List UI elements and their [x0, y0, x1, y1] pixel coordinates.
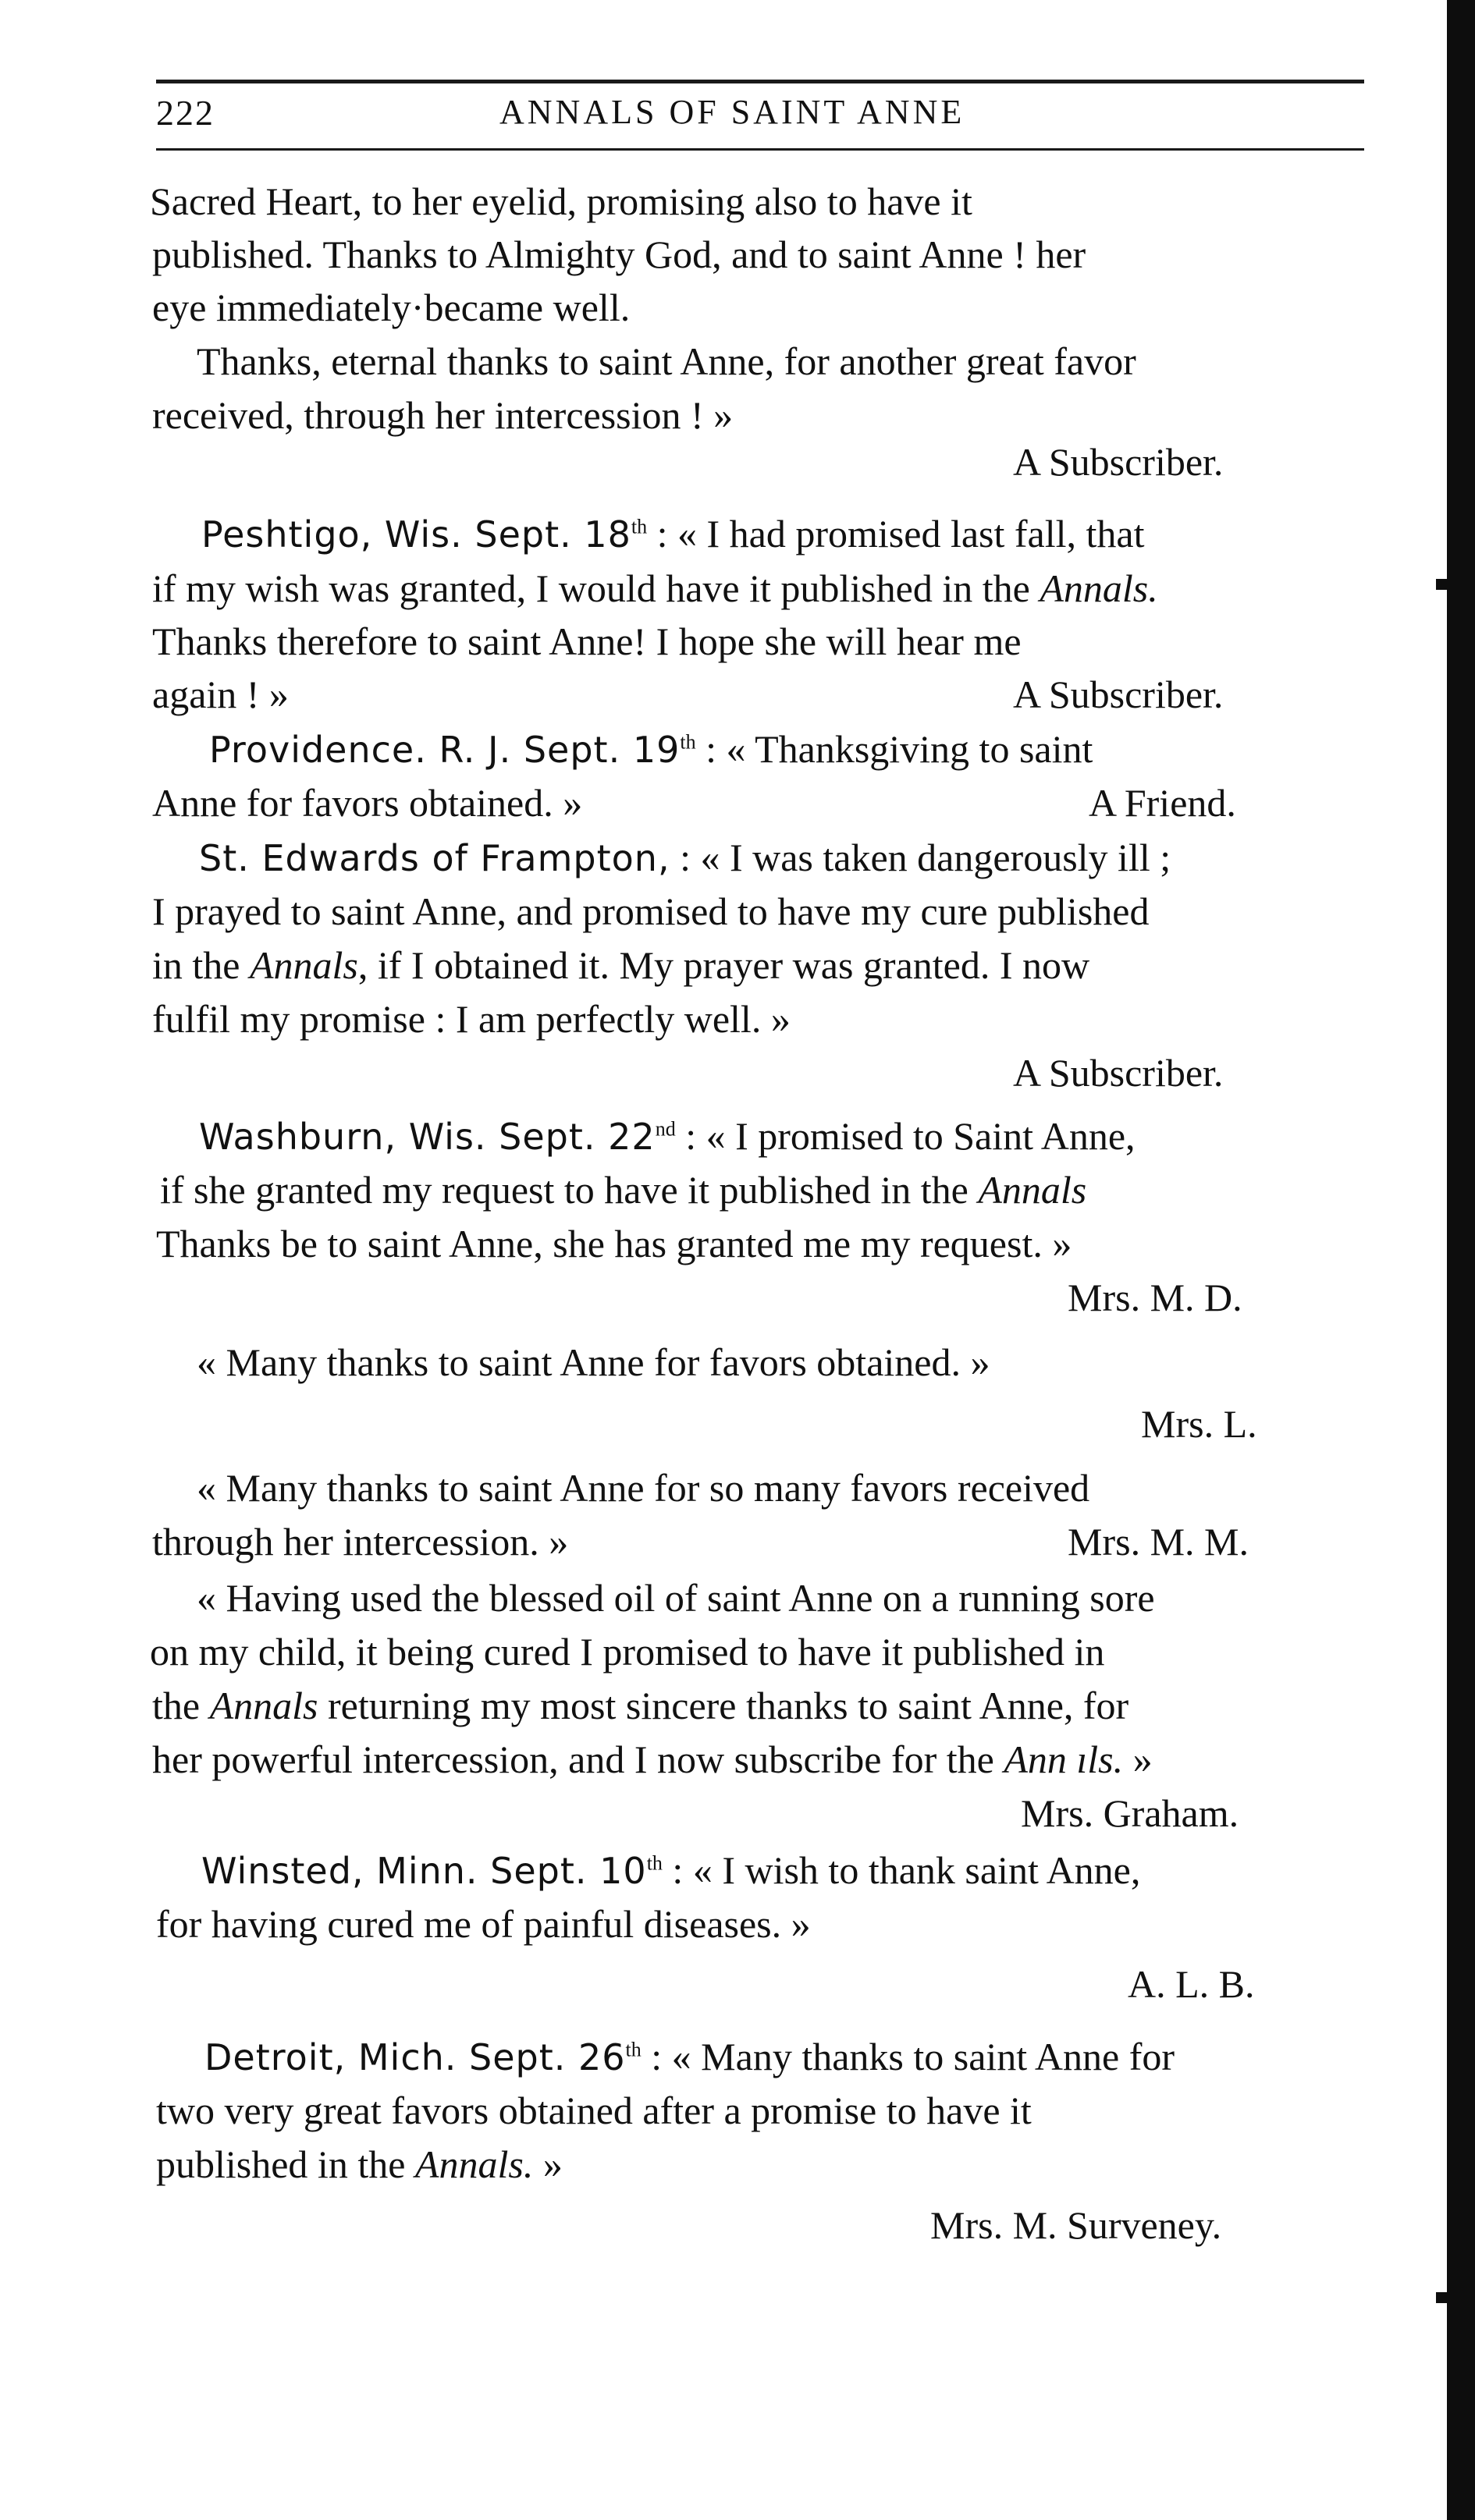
text-line: [152, 942, 1089, 988]
letter-text: : « I wish to thank saint Anne,: [662, 1848, 1141, 1892]
text-line: through her intercession. »: [152, 1520, 569, 1563]
place-date: Winsted, Minn. Sept. 10: [201, 1850, 647, 1892]
edge-mark: [1436, 2292, 1447, 2303]
signature: Mrs. L.: [1141, 1402, 1257, 1446]
letter-heading-line: [201, 510, 1145, 558]
signature: A Friend.: [1089, 781, 1236, 825]
ordinal-suffix: nd: [655, 1117, 676, 1141]
text-line: « Many thanks to saint Anne for favors obtained. »: [197, 1340, 990, 1384]
page-number: 222: [156, 93, 215, 133]
letter-text: if my wish was granted, I would have it published in the: [152, 566, 1040, 610]
letter-text: : « I promised to Saint Anne,: [675, 1114, 1136, 1158]
text-line: again ! »: [152, 673, 289, 716]
text-line: eye immediately·became well.: [152, 286, 631, 329]
running-head: ANNALS OF SAINT ANNE: [499, 93, 965, 131]
text-line: for having cured me of painful diseases. »: [156, 1902, 811, 1946]
letter-text: : « I had promised last fall, that: [647, 512, 1145, 555]
edge-mark: [1436, 579, 1447, 590]
text-line: on my child, it being cured I promised to have it published in: [150, 1630, 1105, 1673]
text-line: received, through her intercession ! »: [152, 393, 734, 437]
text-line: Anne for favors obtained. »: [152, 781, 583, 825]
letter-text: in the: [152, 943, 250, 987]
text-line: I prayed to saint Anne, and promised to have my cure published: [152, 889, 1150, 933]
signature: A Subscriber.: [1013, 1051, 1224, 1095]
place-date: Detroit, Mich. Sept. 26: [204, 2036, 626, 2078]
letter-heading-line: [199, 1113, 1136, 1160]
ordinal-suffix: th: [625, 2038, 642, 2061]
signature: Mrs. M. Surveney.: [930, 2203, 1222, 2247]
italic-title: Ann ıls.: [1004, 1737, 1124, 1781]
signature: Mrs. M. M.: [1068, 1520, 1249, 1563]
text-line: « Many thanks to saint Anne for so many favors received: [197, 1466, 1090, 1510]
signature: A Subscriber.: [1013, 673, 1224, 716]
italic-title: Annals: [209, 1684, 318, 1727]
text-line: Thanks therefore to saint Anne! I hope she will hear me: [152, 619, 1022, 663]
signature: A Subscriber.: [1013, 440, 1224, 484]
header-rule: [156, 148, 1364, 151]
letter-text: : « Many thanks to saint Anne for: [641, 2035, 1175, 2078]
text-line: Sacred Heart, to her eyelid, promising also to have it: [150, 179, 972, 223]
italic-title: Annals: [249, 943, 358, 987]
header-rule: [156, 80, 1364, 83]
letter-text: : « Thanksgiving to saint: [695, 727, 1093, 771]
letter-text: if she granted my request to have it published in the: [160, 1168, 979, 1212]
text-line: [152, 565, 1158, 612]
text-line: fulfil my promise : I am perfectly well. »: [152, 997, 791, 1041]
place-date: Washburn, Wis. Sept. 22: [199, 1116, 656, 1158]
text-line: Thanks, eternal thanks to saint Anne, for another great favor: [197, 339, 1136, 383]
letter-text: »: [533, 2142, 563, 2186]
letter-text: , if I obtained it. My prayer was granted. I now: [357, 943, 1090, 987]
text-line: two very great favors obtained after a promise to have it: [156, 2089, 1032, 2132]
text-line: [152, 1682, 1128, 1729]
text-line: [160, 1166, 1086, 1213]
letter-heading-line: [204, 2033, 1175, 2081]
place-date: Peshtigo, Wis. Sept. 18: [201, 513, 631, 555]
text-line: [152, 1736, 1153, 1783]
letter-text: »: [1123, 1737, 1153, 1781]
page-edge: [1447, 0, 1475, 2520]
letter-heading-line: [209, 726, 1093, 773]
text-line: [156, 2141, 563, 2188]
signature: A. L. B.: [1128, 1962, 1255, 2006]
ordinal-suffix: th: [646, 1851, 663, 1875]
ordinal-suffix: th: [680, 730, 696, 754]
place-date: St. Edwards of Frampton,: [199, 837, 670, 879]
italic-title: Annals.: [414, 2142, 534, 2186]
text-line: published. Thanks to Almighty God, and to saint Anne ! her: [152, 232, 1086, 276]
ordinal-suffix: th: [631, 515, 648, 538]
text-line: Thanks be to saint Anne, she has granted me my request. »: [156, 1222, 1072, 1265]
signature: Mrs. Graham.: [1021, 1791, 1239, 1835]
place-date: Providence. R. J. Sept. 19: [209, 729, 681, 771]
letter-text: published in the: [156, 2142, 415, 2186]
italic-title: Annals.: [1040, 566, 1158, 610]
letter-text: the: [152, 1684, 210, 1727]
letter-text: her powerful intercession, and I now subscribe for the: [152, 1737, 1004, 1781]
letter-heading-line: [201, 1847, 1140, 1894]
italic-title: Annals: [978, 1168, 1087, 1212]
letter-heading-line: [199, 834, 1171, 882]
letter-text: : « I was taken dangerously ill ;: [670, 836, 1171, 879]
letter-text: returning my most sincere thanks to saint Anne, for: [318, 1684, 1129, 1727]
text-line: « Having used the blessed oil of saint Anne on a running sore: [197, 1576, 1155, 1620]
signature: Mrs. M. D.: [1068, 1276, 1242, 1319]
